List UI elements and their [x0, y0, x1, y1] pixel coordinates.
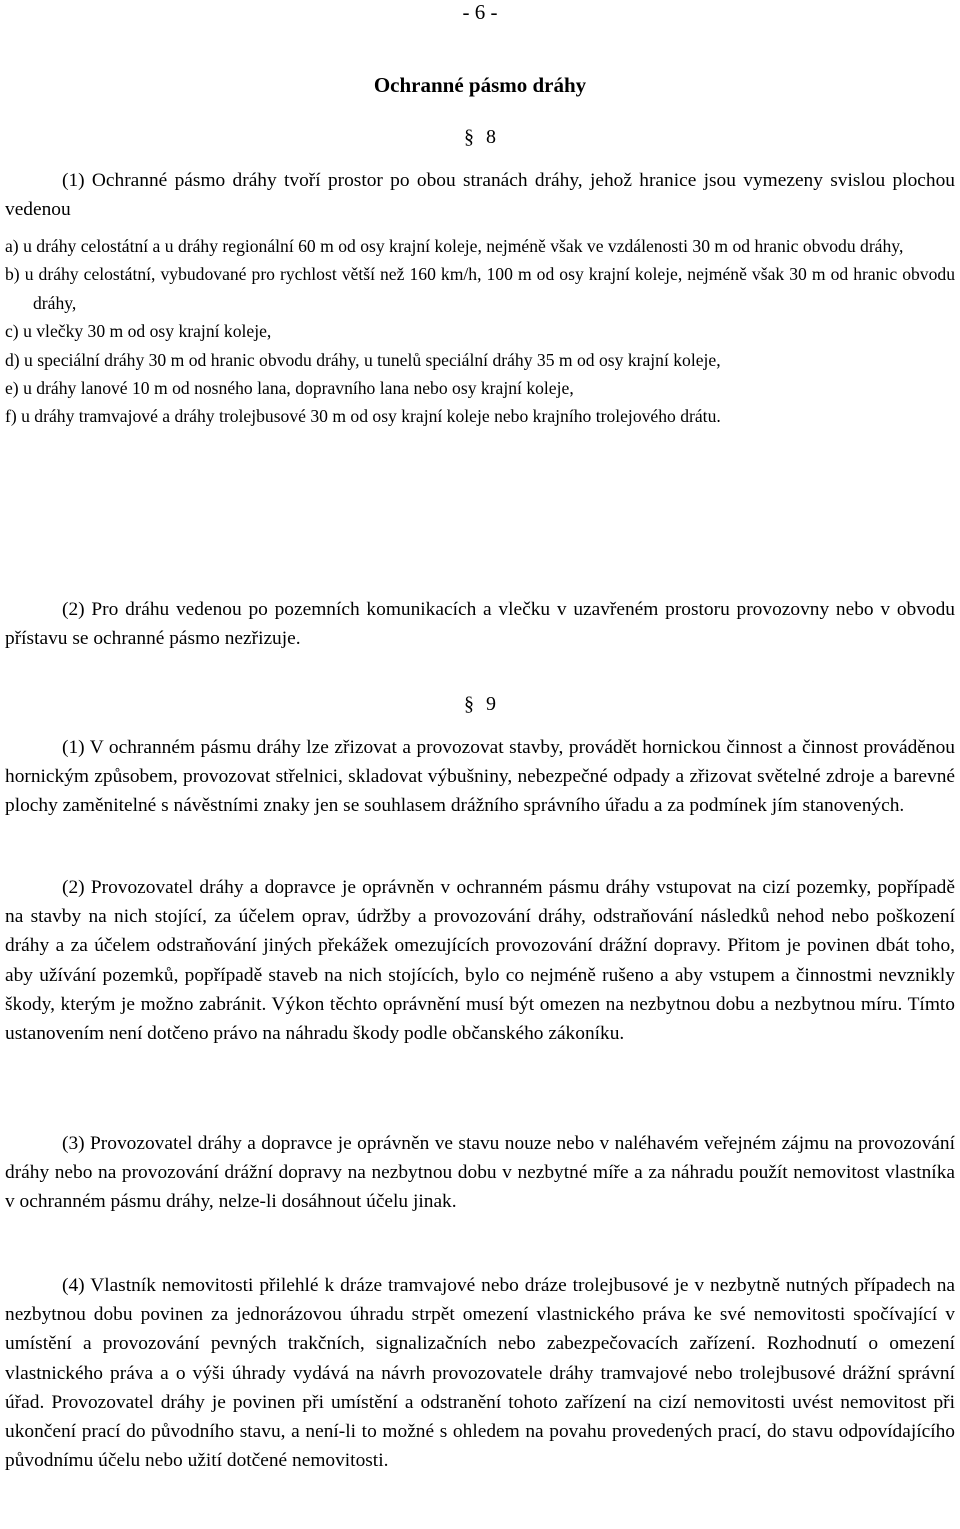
section-heading-9	[0, 691, 960, 717]
section-symbol: §	[464, 126, 474, 148]
section-number: 8	[486, 126, 496, 148]
list-item: d) u speciální dráhy 30 m od hranic obvodu dráhy, u tunelů speciální dráhy 35 m od osy krajní koleje,	[5, 349, 721, 370]
section-9-paragraph-4: (4) Vlastník nemovitosti přilehlé k dráze tramvajové nebo dráze trolejbusové je v nezbytně nutných případech na nezbytnou dobu povinen za jednorázovou úhradu strpět omezení vlastnického práva ke své nemovitosti spočívající v umístění a provozování pevných trakčních, signalizačních nebo zabezpečovacích zařízení. Rozhodnutí o omezení vlastnického práva a o výši úhrady vydává na návrh provozovatele dráhy tramvajové nebo trolejbusové drážní správní úřad. Provozovatel dráhy je povinen při umístění a odstranění tohoto zařízení na cizí nemovitosti uvést nemovitost při ukončení prací do původního stavu, a není-li to možné s ohledem na povahu provedených prací, do stavu odpovídajícího původnímu účelu nebo užití dotčené nemovitosti.	[5, 1275, 955, 1472]
list-item: f) u dráhy tramvajové a dráhy trolejbusové 30 m od osy krajní koleje nebo krajního trolejového drátu.	[5, 406, 721, 427]
section-8-item-list	[5, 232, 955, 431]
page-number: - 6 -	[462, 0, 498, 24]
section-heading-8	[0, 124, 960, 150]
section-9-paragraph-2: (2) Provozovatel dráhy a dopravce je oprávněn v ochranném pásmu dráhy vstupovat na cizí pozemky, popřípadě na stavby na nich stojící, za účelem oprav, údržby a provozování dráhy, odstraňování následků nehod nebo poškození dráhy a za účelem odstraňování jiných překážek omezujících provozování drážní dopravy. Přitom je povinen dbát toho, aby užívání pozemků, popřípadě staveb na nich stojících, bylo co nejméně rušeno a aby vstupem a činnostmi nevznikly škody, kterým je možno zabránit. Výkon těchto oprávnění musí být omezen na nezbytnou dobu a nezbytnou míru. Tímto ustanovením není dotčeno právo na náhradu škody podle občanského zákoníku.	[5, 877, 955, 1045]
section-8-paragraph-2: (2) Pro dráhu vedenou po pozemních komunikacích a vlečku v uzavřeném prostoru provozovny nebo v obvodu přístavu se ochranné pásmo nezřizuje.	[5, 599, 955, 650]
section-9-paragraph-1: (1) V ochranném pásmu dráhy lze zřizovat a provozovat stavby, provádět hornickou činnost a činnost prováděnou hornickým způsobem, provozovat střelnici, skladovat výbušniny, nebezpečné odpady a zřizovat světelné zdroje a barevné plochy zaměnitelné s návěstními znaky jen se souhlasem drážního správního úřadu a za podmínek jím stanovených.	[5, 737, 955, 817]
list-item: e) u dráhy lanové 10 m od nosného lana, dopravního lana nebo osy krajní koleje,	[5, 378, 574, 399]
list-item: c) u vlečky 30 m od osy krajní koleje,	[5, 321, 272, 342]
section-8-paragraph-1: (1) Ochranné pásmo dráhy tvoří prostor po obou stranách dráhy, jehož hranice jsou vymezeny svislou plochou vedenou	[5, 170, 955, 221]
section-symbol: §	[464, 693, 474, 715]
list-item: b) u dráhy celostátní, vybudované pro rychlost větší než 160 km/h, 100 m od osy krajní koleje, nejméně však 30 m od hranic obvodu dráhy,	[5, 264, 955, 313]
page-title: Ochranné pásmo dráhy	[373, 73, 587, 97]
list-item: a) u dráhy celostátní a u dráhy regionální 60 m od osy krajní koleje, nejméně však ve vzdálenosti 30 m od hranic obvodu dráhy,	[5, 236, 904, 256]
section-9-paragraph-3: (3) Provozovatel dráhy a dopravce je oprávněn ve stavu nouze nebo v naléhavém veřejném zájmu na provozování dráhy nebo na provozování drážní dopravy na nezbytnou dobu v nezbytné míře a za náhradu použít nemovitost vlastníka v ochranném pásmu dráhy, nelze-li dosáhnout účelu jinak.	[5, 1133, 955, 1213]
section-number: 9	[486, 693, 496, 715]
